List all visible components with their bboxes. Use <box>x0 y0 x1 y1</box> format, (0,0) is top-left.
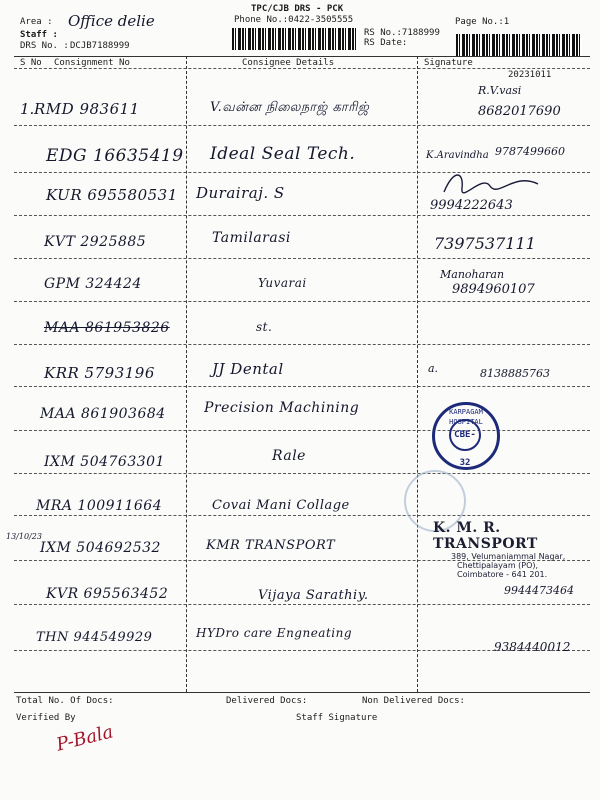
transport-name: K. M. R. TRANSPORT <box>433 520 538 552</box>
consignee-name: Rale <box>272 448 306 464</box>
receiver-phone: 9894960107 <box>452 282 535 297</box>
consignee-name: st. <box>256 320 273 334</box>
margin-date-note: 13/10/23 <box>6 532 42 541</box>
consignment-number: IXM 504692532 <box>40 540 161 556</box>
row-rule <box>14 301 590 302</box>
document-title: TPC/CJB DRS - PCK <box>251 4 344 14</box>
consignment-number: MRA 100911664 <box>36 498 163 514</box>
phone-number: Phone No.:0422-3505555 <box>234 15 354 25</box>
page-number: Page No.:1 <box>455 17 510 27</box>
consignment-number: MAA 861953826 <box>44 320 170 336</box>
col-sno: S No <box>20 58 42 68</box>
consignment-number: KUR 695580531 <box>46 186 178 204</box>
consignment-number: EDG 16635419 <box>46 146 184 166</box>
table-bottom-rule <box>14 692 590 693</box>
area-label: Area : <box>20 17 53 27</box>
transport-address-3: Coimbatore - 641 201. <box>457 570 548 579</box>
delivery-date: 20231011 <box>508 70 552 80</box>
consignee-name: Yuvarai <box>258 276 307 290</box>
consignment-number: KRR 5793196 <box>44 364 155 382</box>
receiver-phone: 8138885763 <box>480 367 550 380</box>
transport-address-2: Chettipalayam (PO), <box>457 561 539 570</box>
consignee-name: KMR TRANSPORT <box>206 538 336 553</box>
staff-label: Staff : <box>20 30 58 40</box>
staff-signature-label: Staff Signature <box>296 713 378 723</box>
consignment-number: KVR 695563452 <box>46 586 169 602</box>
receiver-phone: 9384440012 <box>494 640 571 654</box>
consignee-name: Vijaya Sarathiy. <box>258 588 369 603</box>
consignment-number: RMD 983611 <box>34 100 140 118</box>
drs-label: DRS No. : <box>20 41 69 51</box>
consignee-name: Covai Mani Collage <box>212 498 350 513</box>
row-number: 1. <box>20 100 35 118</box>
column-divider <box>186 56 188 692</box>
consignee-name: HYDro care Engneating <box>196 626 353 640</box>
receiver-phone: 9994222643 <box>430 198 513 213</box>
consignee-name: JJ Dental <box>212 360 284 378</box>
row-rule <box>14 215 590 216</box>
col-consignee: Consignee Details <box>242 58 335 68</box>
header-rule <box>14 68 590 69</box>
receiver-signature: K.Aravindha <box>426 150 489 161</box>
consignee-name: Durairaj. S <box>196 184 285 202</box>
area-value: Office delie <box>68 12 155 30</box>
delivered-docs-label: Delivered Docs: <box>226 696 308 706</box>
consignee-name: Tamilarasi <box>212 230 291 246</box>
row-rule <box>14 430 590 431</box>
non-delivered-docs-label: Non Delivered Docs: <box>362 696 465 706</box>
row-rule <box>14 386 590 387</box>
transport-stamp <box>433 520 600 579</box>
row-rule <box>14 258 590 259</box>
row-rule <box>14 604 590 605</box>
total-docs-label: Total No. Of Docs: <box>16 696 114 706</box>
consignment-number: GPM 324424 <box>44 276 142 292</box>
consignee-name: Ideal Seal Tech. <box>210 144 356 164</box>
row-rule <box>14 125 590 126</box>
stamp-text: KARPAGAM HOSPITAL <box>449 408 483 426</box>
transport-address-1: 389, Velumaniammal Nagar, <box>451 552 566 561</box>
col-consignment: Consignment No <box>54 58 130 68</box>
consignment-number: THN 944549929 <box>36 630 153 645</box>
verified-by-label: Verified By <box>16 713 76 723</box>
receiver-phone: 7397537111 <box>434 234 536 253</box>
receiver-phone: 8682017690 <box>478 104 561 119</box>
consignee-name: V.வன்ன நிலைநாஜ் காரிஜ் <box>210 100 370 115</box>
stamp-center: CBE-32 <box>449 419 481 451</box>
rs-number: RS No.:7188999 <box>364 28 440 38</box>
consignment-number: MAA 861903684 <box>40 406 166 422</box>
row-rule <box>14 515 590 516</box>
receiver-phone: 9787499660 <box>495 145 565 158</box>
hospital-stamp <box>432 402 500 470</box>
verifier-signature: P-Bala <box>54 721 116 756</box>
receiver-signature: a. <box>428 362 439 375</box>
receiver-phone: 9944473464 <box>504 584 574 597</box>
table-top-rule <box>14 56 590 57</box>
consignment-number: IXM 504763301 <box>44 454 165 470</box>
receiver-signature: Manoharan <box>440 268 505 281</box>
column-divider <box>417 56 419 692</box>
col-signature: Signature <box>424 58 473 68</box>
signature-scribble <box>434 168 544 200</box>
receiver-signature: R.V.vasi <box>478 84 522 97</box>
drs-barcode <box>232 28 358 50</box>
drs-number: DCJB7188999 <box>70 41 130 51</box>
rs-date: RS Date: <box>364 38 408 48</box>
consignment-number: KVT 2925885 <box>44 234 147 250</box>
rs-barcode <box>456 34 582 56</box>
consignee-name: Precision Machining <box>204 400 360 416</box>
row-rule <box>14 344 590 345</box>
row-rule <box>14 473 590 474</box>
